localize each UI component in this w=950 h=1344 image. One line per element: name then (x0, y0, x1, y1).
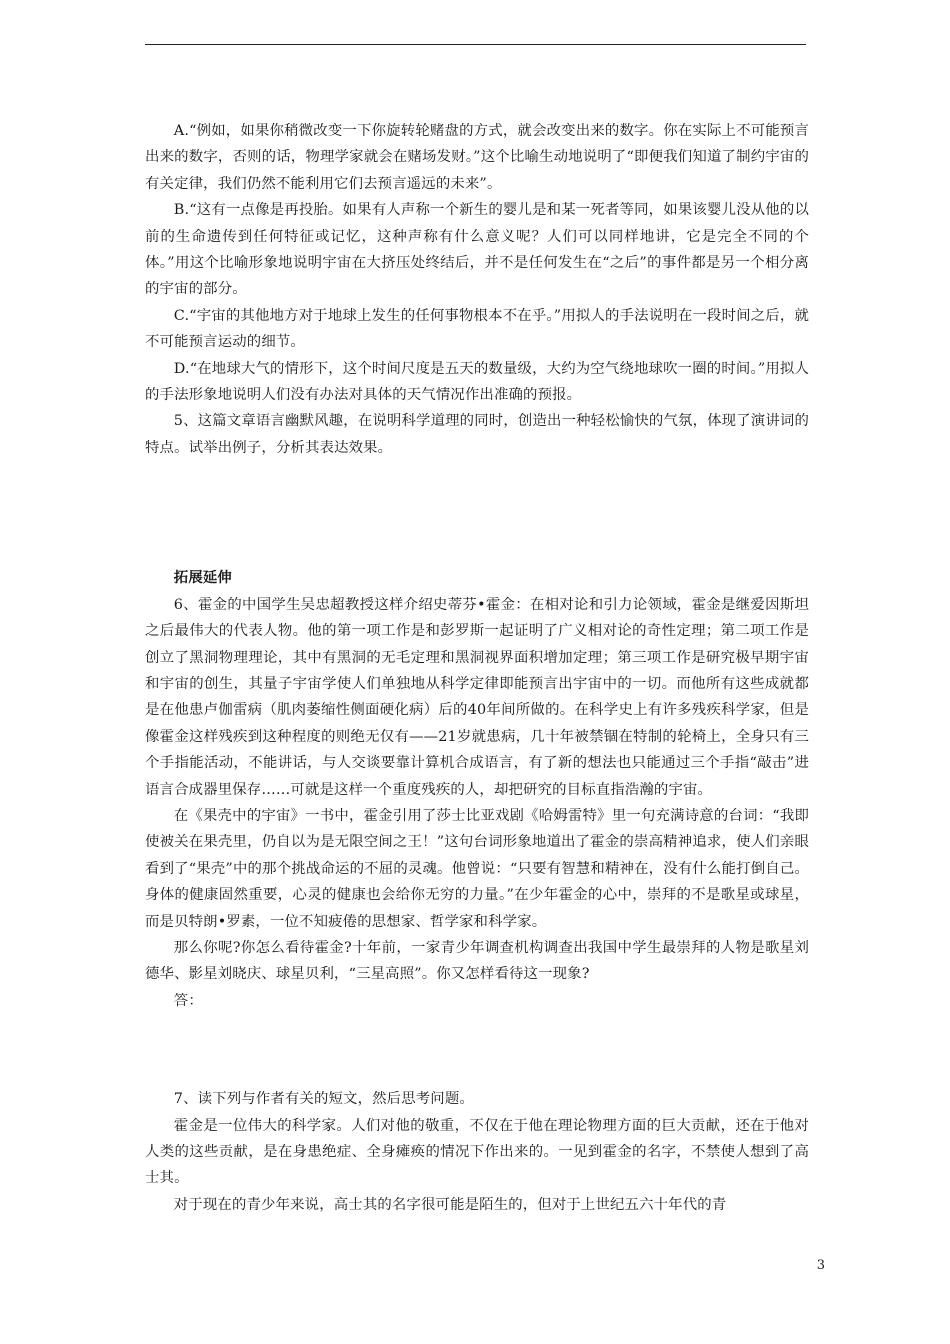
question-5-paragraph: 5、这篇文章语言幽默风趣，在说明科学道理的同时，创造出一种轻松愉快的气氛，体现了演讲词的特点。试举出例子，分析其表达效果。 (145, 413, 809, 456)
question-6-paragraph-3: 那么你呢?你怎么看待霍金?十年前，一家青少年调查机构调查出我国中学生最崇拜的人物是歌星刘德华、影星刘晓庆、球星贝利，“三星高照”。你又怎样看待这一现象? (145, 939, 809, 983)
option-a-paragraph: A.“例如，如果你稍微改变一下你旋转轮赌盘的方式，就会改变出来的数字。你在实际上不可能预言出来的数字，否则的话，物理学家就会在赌场发财。”这个比喻生动地说明了“即便我们知道了制约宇宙的有关定律，我们仍然不能利用它们去预言遥远的未来”。 (145, 123, 809, 192)
answer-space (145, 461, 809, 565)
document-body (145, 118, 809, 1218)
question-7-paragraph-2: 对于现在的青少年来说，高士其的名字很可能是陌生的，但对于上世纪五六十年代的青 (173, 1196, 727, 1213)
section-heading-extension: 拓展延伸 (173, 570, 232, 587)
answer-space (145, 1014, 809, 1086)
question-7-intro: 7、读下列与作者有关的短文，然后思考问题。 (173, 1091, 474, 1108)
option-b-paragraph: B.“这有一点像是再投胎。如果有人声称一个新生的婴儿是和某一死者等同，如果该婴儿没从他的以前的生命遗传到任何特征或记忆，这种声称有什么意义呢？人们可以同样地讲，它是完全不同的个体。”用这个比喻形象地说明宇宙在大挤压处终结后，并不是任何发生在“之后”的事件都是另一个相分离的宇宙的部分。 (145, 202, 809, 298)
header-rule (145, 44, 806, 45)
question-6-paragraph-1: 6、霍金的中国学生吴忠超教授这样介绍史蒂芬•霍金：在相对论和引力论领域，霍金是继爱因斯坦之后最伟大的代表人物。他的第一项工作是和彭罗斯一起证明了广义相对论的奇性定理；第二项工作是创立了黑洞物理理论，其中有黑洞的无毛定理和黑洞视界面积增加定理；第三项工作是研究极早期宇宙和宇宙的创生，其量子宇宙学使人们单独地从科学定律即能预言出宇宙中的一切。而他所有这些成就都是在他患卢伽雷病（肌肉萎缩性侧面硬化病）后的40年间所做的。在科学史上有许多残疾科学家，但是像霍金这样残疾到这种程度的则绝无仅有——21岁就患病，几十年被禁锢在特制的轮椅上，全身只有三个手指能活动，不能讲话，与人交谈要靠计算机合成语言，有了新的想法也只能通过三个手指“敲击”进语言合成器里保存……可就是这样一个重度残疾的人，却把研究的目标直指浩瀚的宇宙。 (145, 596, 809, 798)
page-number: 3 (816, 1258, 825, 1273)
option-c-paragraph: C.“宇宙的其他地方对于地球上发生的任何事物根本不在乎。”用拟人的手法说明在一段时间之后，就不可能预言运动的细节。 (145, 307, 809, 351)
question-7-paragraph-1: 霍金是一位伟大的科学家。人们对他的敬重，不仅在于他在理论物理方面的巨大贡献，还在于他对人类的这些贡献，是在身患绝症、全身瘫痪的情况下作出来的。一见到霍金的名字，不禁使人想到了高士其。 (145, 1117, 809, 1187)
answer-label: 答： (173, 992, 203, 1009)
question-6-paragraph-2: 在《果壳中的宇宙》一书中，霍金引用了莎士比亚戏剧《哈姆雷特》里一句充满诗意的台词：“我即使被关在果壳里，仍自以为是无限空间之王！”这句台词形象地道出了霍金的崇高精神追求，使人们亲眼看到了“果壳”中的那个挑战命运的不屈的灵魂。他曾说：“只要有智慧和精神在，没有什么能打倒自己。身体的健康固然重要，心灵的健康也会给你无穷的力量。”在少年霍金的心中，崇拜的不是歌星或球星，而是贝特朗•罗素，一位不知疲倦的思想家、哲学家和科学家。 (145, 807, 809, 930)
option-d-paragraph: D.“在地球大气的情形下，这个时间尺度是五天的数量级，大约为空气绕地球吹一圈的时间。”用拟人的手法形象地说明人们没有办法对具体的天气情况作出准确的预报。 (145, 360, 809, 404)
